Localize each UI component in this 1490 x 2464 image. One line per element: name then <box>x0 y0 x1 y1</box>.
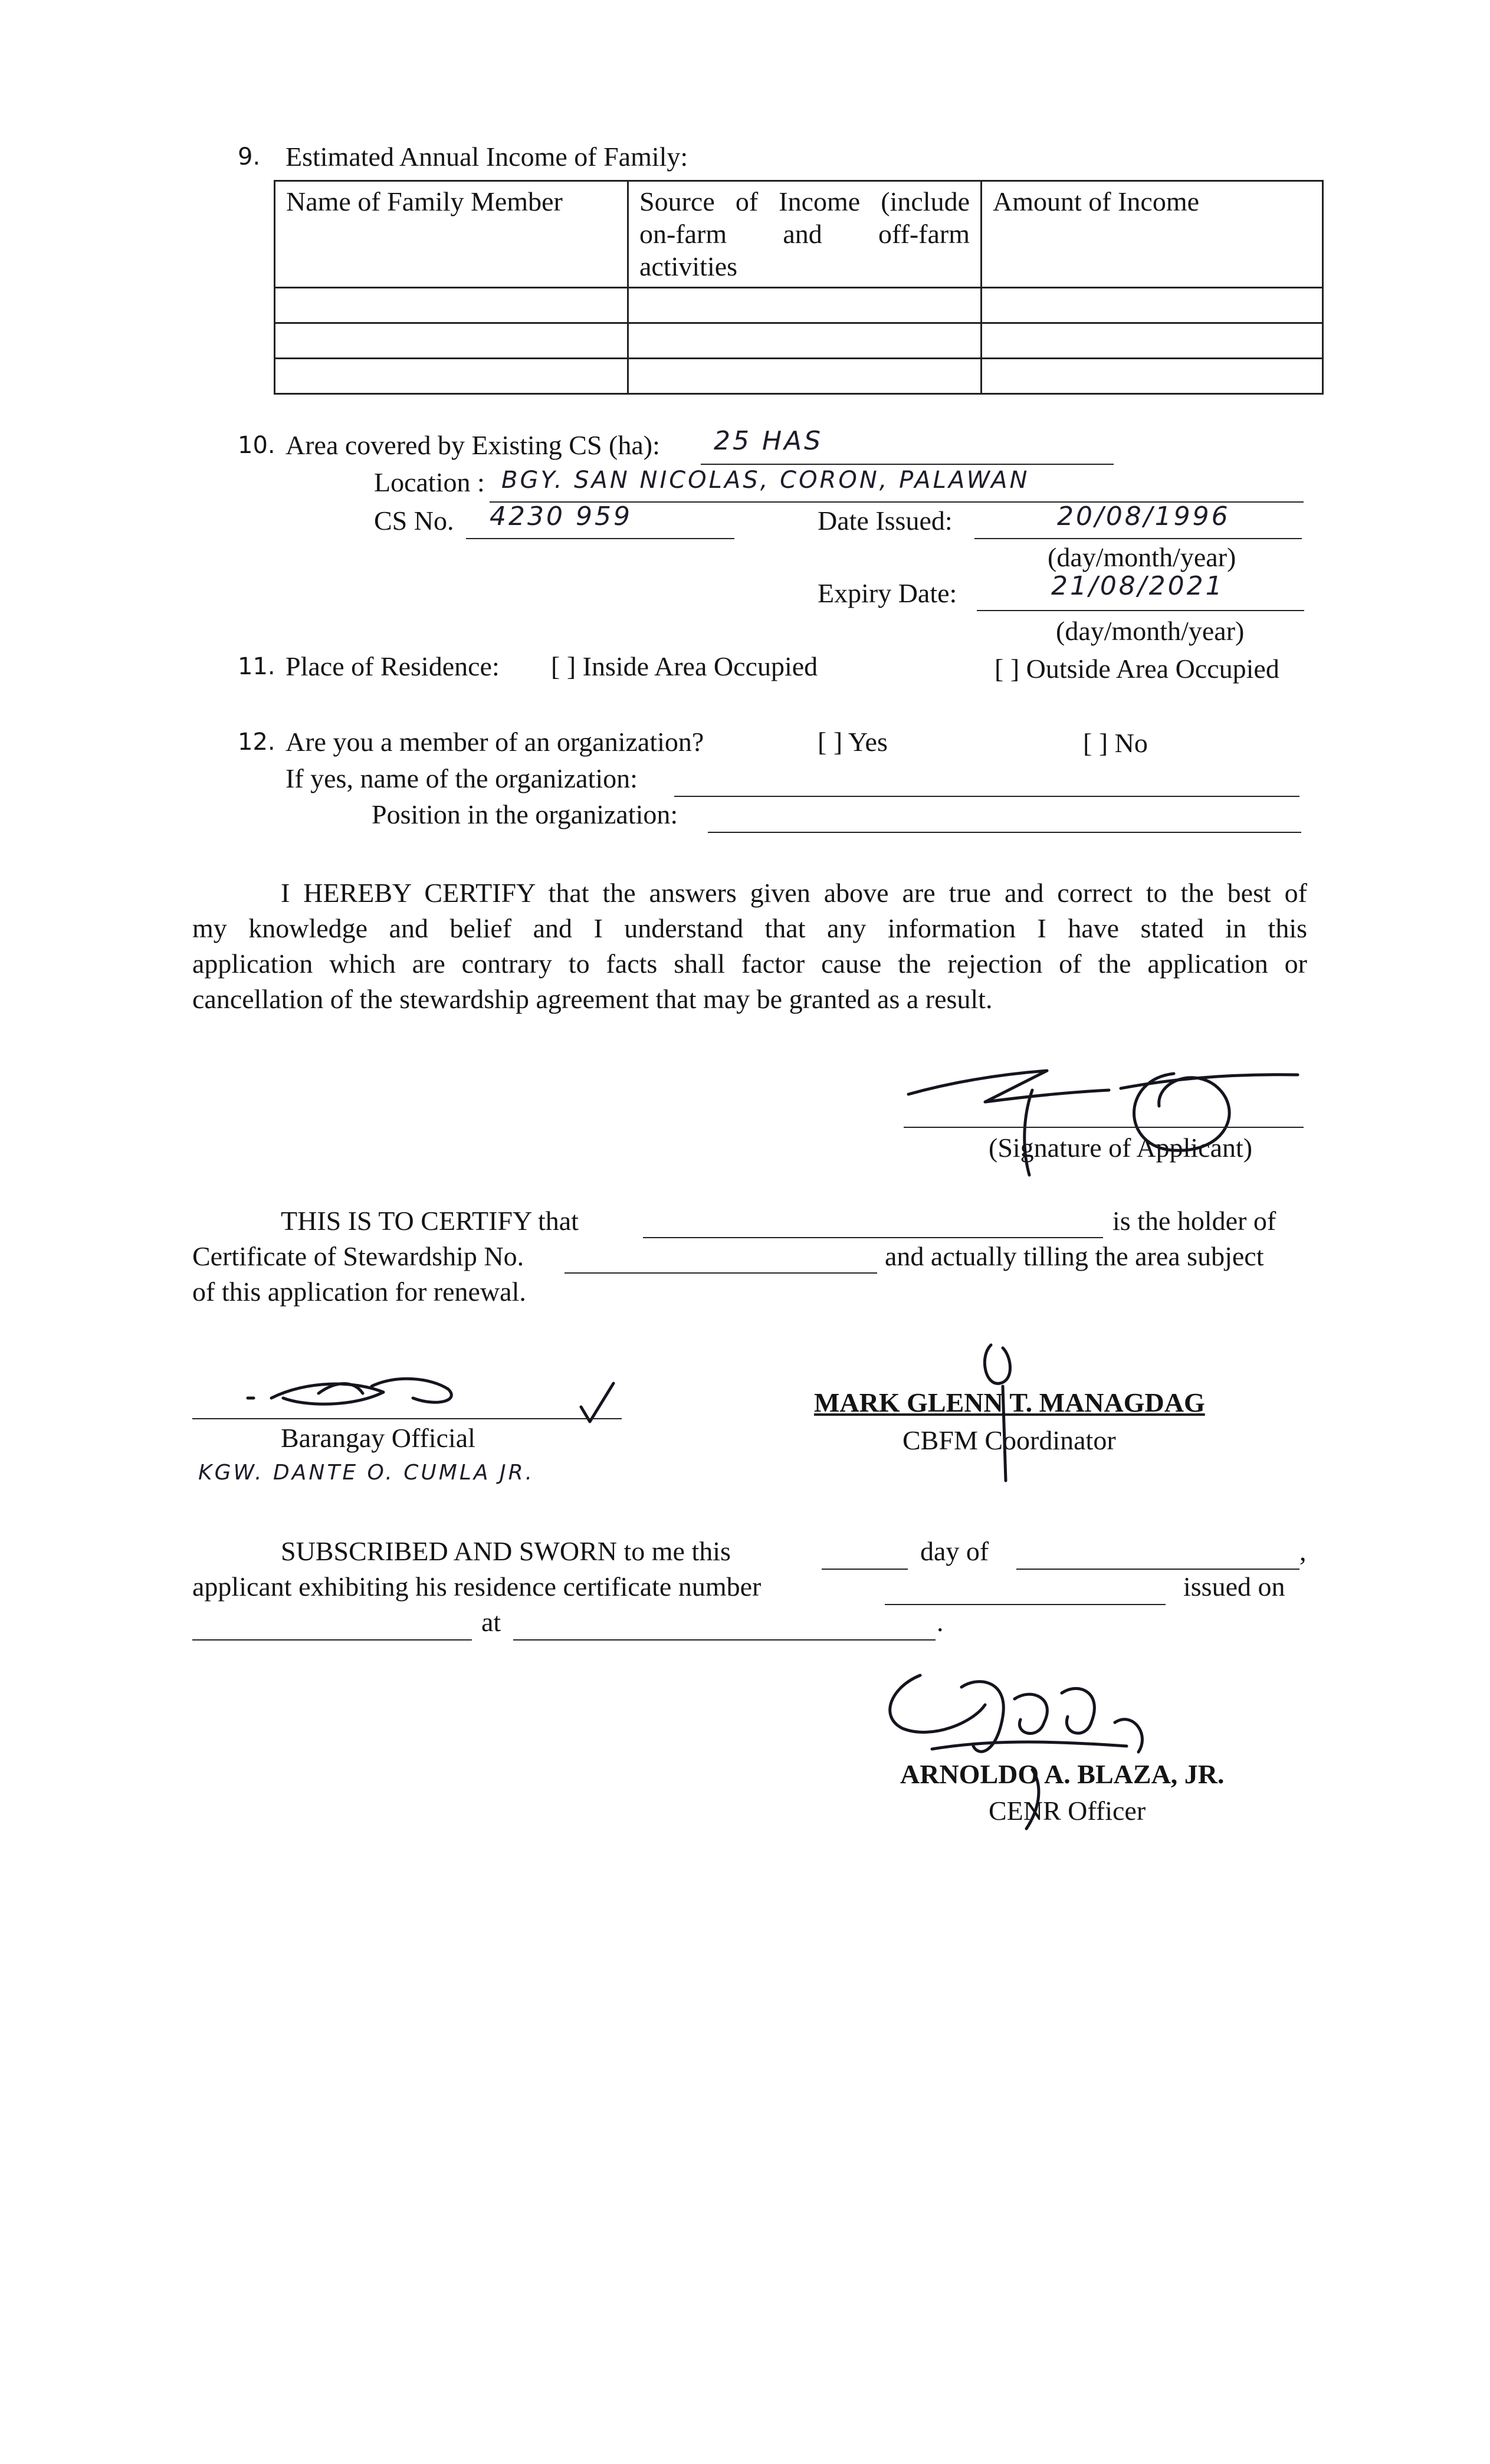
area-value[interactable]: 25 HAS <box>714 426 823 456</box>
expiry-line <box>977 610 1304 611</box>
coordinator-name: MARK GLENN T. MANAGDAG <box>814 1387 1205 1418</box>
income-cell[interactable] <box>628 287 982 323</box>
area-line <box>701 464 1114 465</box>
cenr-officer-name: ARNOLDO A. BLAZA, JR. <box>900 1759 1225 1789</box>
option-no[interactable]: [ ] No <box>1083 728 1148 758</box>
date-issued-hint: (day/month/year) <box>1048 542 1236 572</box>
sworn-day-line[interactable] <box>822 1569 908 1570</box>
cs-no-label: CS No. <box>374 506 454 536</box>
option-outside-area[interactable]: [ ] Outside Area Occupied <box>995 654 1279 684</box>
applicant-signature-line <box>904 1127 1304 1128</box>
holder-cert-line-1-start: THIS IS TO CERTIFY that <box>281 1206 579 1236</box>
income-cell[interactable] <box>982 323 1323 358</box>
item10-number: 10. <box>238 432 275 459</box>
certification-line-1: I HEREBY CERTIFY that the answers given above are true and correct to the best of <box>281 878 1307 908</box>
barangay-official-name: KGW. DANTE O. CUMLA JR. <box>198 1461 535 1485</box>
item11-number: 11. <box>238 653 275 680</box>
cenr-officer-title: CENR Officer <box>989 1796 1146 1826</box>
header-source-of-income: Source of Income (include on-farm and off-farm activities <box>628 181 982 288</box>
certification-line-3: application which are contrary to facts shall factor cause the rejection of the application or <box>192 949 1307 979</box>
cs-no-line <box>466 538 734 539</box>
option-inside-area[interactable]: [ ] Inside Area Occupied <box>551 651 818 681</box>
sworn-line-1-mid: day of <box>920 1536 989 1566</box>
org-name-line[interactable] <box>674 796 1299 797</box>
date-issued-line <box>974 538 1302 539</box>
holder-cert-line-2-end: and actually tilling the area subject <box>885 1241 1264 1271</box>
income-table-header-row <box>275 181 1323 288</box>
stewardship-no-line[interactable] <box>565 1272 877 1274</box>
holder-cert-line-1-end: is the holder of <box>1112 1206 1276 1236</box>
item12-number: 12. <box>238 729 275 756</box>
sworn-line-1-end: , <box>1299 1536 1307 1566</box>
header-amount-of-income: Amount of Income <box>982 181 1323 288</box>
item11-label: Place of Residence: <box>285 651 500 681</box>
coordinator-title: CBFM Coordinator <box>902 1425 1116 1455</box>
sworn-line-1-start: SUBSCRIBED AND SWORN to me this <box>281 1536 731 1566</box>
date-issued-value[interactable]: 20/08/1996 <box>1057 501 1230 531</box>
item10-label: Area covered by Existing CS (ha): <box>285 430 660 460</box>
location-label: Location : <box>374 467 485 497</box>
income-table-row <box>275 323 1323 358</box>
sworn-line-2-start: applicant exhibiting his residence certificate number <box>192 1571 762 1602</box>
sworn-line-3-at: at <box>481 1607 501 1637</box>
income-cell[interactable] <box>982 287 1323 323</box>
org-name-label: If yes, name of the organization: <box>285 763 638 793</box>
expiry-value[interactable]: 21/08/2021 <box>1051 571 1225 601</box>
residence-cert-line[interactable] <box>885 1604 1166 1605</box>
expiry-label: Expiry Date: <box>818 578 957 608</box>
item9-number: 9. <box>238 143 261 170</box>
holder-name-line[interactable] <box>643 1237 1103 1238</box>
header-family-member: Name of Family Member <box>275 181 628 288</box>
income-table <box>274 180 1324 395</box>
issued-on-line[interactable] <box>192 1639 472 1641</box>
sworn-month-line[interactable] <box>1016 1569 1299 1570</box>
barangay-signature-line <box>192 1418 622 1419</box>
income-cell[interactable] <box>275 323 628 358</box>
holder-cert-line-3: of this application for renewal. <box>192 1277 526 1307</box>
income-cell[interactable] <box>982 358 1323 393</box>
income-table-row <box>275 358 1323 393</box>
item9-label: Estimated Annual Income of Family: <box>285 142 688 172</box>
applicant-signature-label: (Signature of Applicant) <box>989 1133 1253 1163</box>
certification-line-4: cancellation of the stewardship agreement that may be granted as a result. <box>192 984 993 1014</box>
item12-label: Are you a member of an organization? <box>285 727 704 757</box>
income-cell[interactable] <box>628 323 982 358</box>
date-issued-label: Date Issued: <box>818 506 953 536</box>
holder-cert-line-2-start: Certificate of Stewardship No. <box>192 1241 524 1271</box>
position-label: Position in the organization: <box>372 799 678 829</box>
barangay-official-title: Barangay Official <box>281 1423 475 1453</box>
option-yes[interactable]: [ ] Yes <box>818 727 888 757</box>
position-line[interactable] <box>708 832 1301 833</box>
cs-no-value[interactable]: 4230 959 <box>490 501 632 531</box>
location-value[interactable]: BGY. SAN NICOLAS, CORON, PALAWAN <box>501 467 1030 494</box>
income-cell[interactable] <box>275 358 628 393</box>
issued-at-line[interactable] <box>513 1639 936 1641</box>
income-table-row <box>275 287 1323 323</box>
sworn-line-3-end: . <box>937 1607 944 1637</box>
income-cell[interactable] <box>275 287 628 323</box>
income-cell[interactable] <box>628 358 982 393</box>
certification-line-2: my knowledge and belief and I understand that any information I have stated in this <box>192 913 1307 943</box>
expiry-hint: (day/month/year) <box>1056 616 1245 646</box>
sworn-line-2-end: issued on <box>1183 1571 1285 1602</box>
